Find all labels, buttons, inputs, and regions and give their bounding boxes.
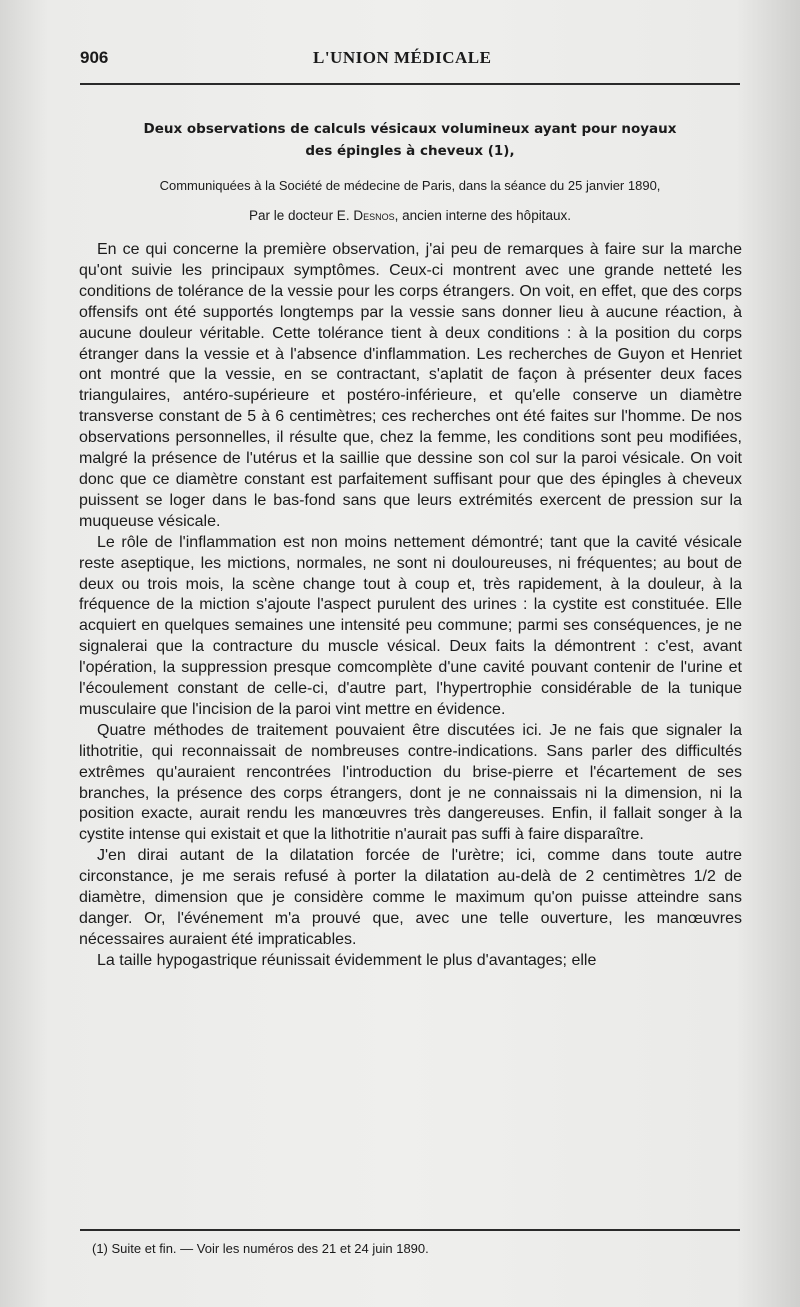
byline-suffix: , ancien interne des hôpitaux.	[394, 208, 571, 223]
article-title-line-1: Deux observations de calculs vésicaux volumineux ayant pour noyaux	[143, 121, 677, 137]
author-name: Desnos	[353, 208, 395, 223]
running-title: L'UNION MÉDICALE	[313, 48, 492, 67]
article-title	[80, 118, 740, 162]
communication-note: Communiquées à la Société de médecine de Paris, dans la séance du 25 janvier 1890,	[159, 178, 661, 193]
paragraph: Quatre méthodes de traitement pouvaient être discutées ici. Je ne fais que signaler la lithotritie, qui reconnaissait de nombreuses contre-indications. Sans parler des difficultés extrêmes qu'auraient rencontrées l'introduction du brise-pierre et l'écartement de ses branches, la présence des corps étrangers, dont je ne connaissais ni la dimension, ni la position exacte, aurait rendu les manœuvres très dangereuses. Enfin, il fallait songer à la cystite intense qui existait et que la lithotritie n'aurait pas suffi à faire disparaître.	[79, 721, 742, 844]
paragraph: La taille hypogastrique réunissait évidemment le plus d'avantages; elle	[97, 951, 597, 969]
article-body	[79, 240, 742, 972]
article-title-line-2: des épingles à cheveux (1),	[305, 143, 515, 159]
paragraph: J'en dirai autant de la dilatation forcée de l'urètre; ici, comme dans toute autre circonstance, je me serais refusé à porter la dilatation au-delà de 2 centimètres 1/2 de diamètre, dimension que je considère comme le maximum qu'on puisse atteindre sans danger. Or, l'événement m'a prouvé que, avec une telle ouverture, les manœuvres nécessaires auraient été impraticables.	[79, 847, 742, 948]
page-number: 906	[80, 48, 109, 67]
paragraph: En ce qui concerne la première observation, j'ai peu de remarques à faire sur la marche qu'ont suivie les principaux symptômes. Ceux-ci montrent avec une grande netteté les conditions de tolérance de la vessie pour les corps étrangers. On voit, en effet, que des corps offensifs ont été supportés longtemps par la vessie sans donner lieu à aucune réaction, à aucune douleur véritable. Cette tolérance tient à deux conditions : à la position du corps étranger dans la vessie et à l'absence d'inflammation. Les recherches de Guyon et Henriet ont montré que la vessie, en se contractant, s'aplatit de façon à présenter deux faces triangulaires, antéro-supérieure et postéro-inférieure, et qu'elle conserve un diamètre transverse constant de 5 à 6 centimètres; ces recherches ont été faites sur l'homme. De nos observations personnelles, il résulte que, chez la femme, les conditions sont peu modifiées, malgré la présence de l'utérus et la saillie que dessine son col sur la paroi vésicale. On voit donc que ce diamètre constant est parfaitement suffisant pour que des épingles à cheveux puissent se loger dans le bas-fond sans que leurs extrémités exercent de pression sur la muqueuse vésicale.	[79, 241, 742, 530]
page-header	[0, 46, 800, 74]
header-rule	[80, 83, 740, 85]
footnote: (1) Suite et fin. — Voir les numéros des 21 et 24 juin 1890.	[92, 1241, 429, 1256]
paragraph: Le rôle de l'inflammation est non moins nettement démontré; tant que la cavité vésicale reste aseptique, les mictions, normales, ne sont ni douloureuses, ni fréquentes; au bout de deux ou trois mois, la scène change tout à coup et, très rapidement, à la douleur, à la fréquence de la miction s'ajoute l'aspect purulent des urines : la cystite est constituée. Elle acquiert en quelques semaines une intensité peu commune; parmi ses conséquences, je ne signalerai que la contracture du muscle vésical. Deux faits la démontrent : c'est, avant l'opération, la suppression presque comcomplète d'une cavité pouvant contenir de l'urine et l'écoulement constant de celle-ci, d'autre part, l'hypertrophie considérable de la tunique musculaire que l'incision de la paroi vint mettre en évidence.	[79, 533, 742, 718]
author-byline	[80, 206, 740, 226]
byline-prefix: Par le docteur E.	[249, 208, 354, 223]
footnote-rule	[80, 1229, 740, 1231]
